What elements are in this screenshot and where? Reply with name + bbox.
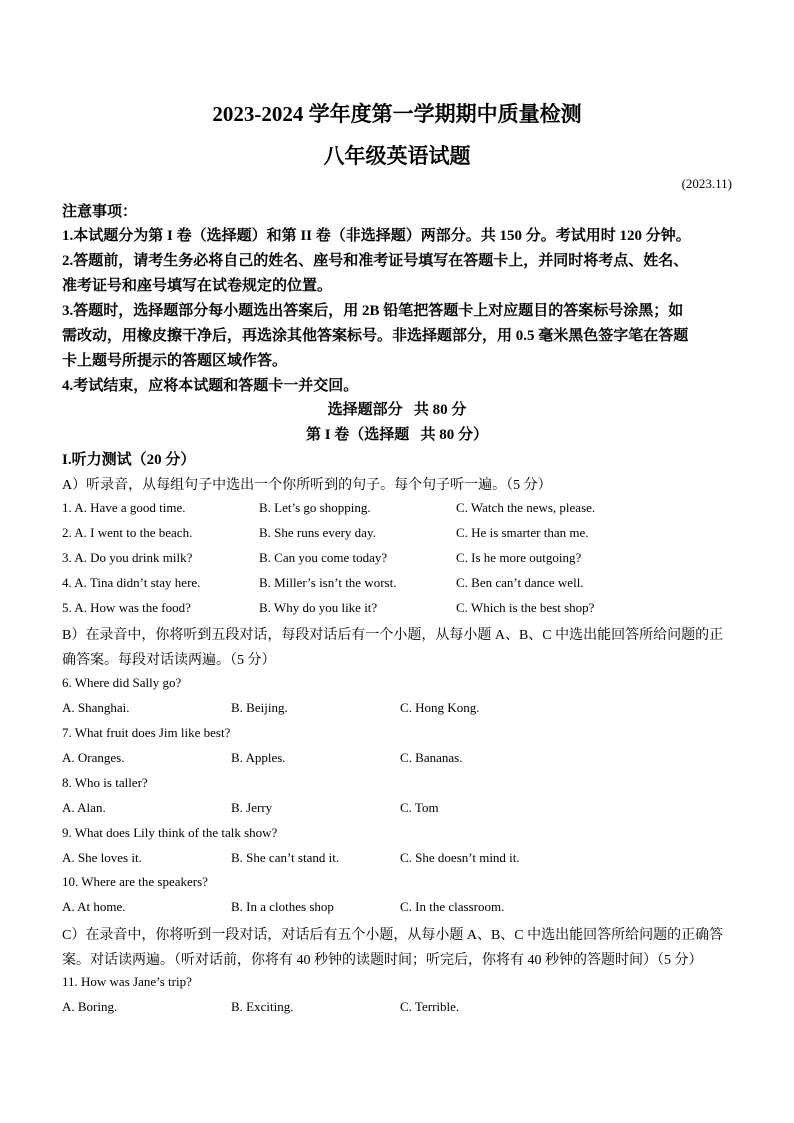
part-b-instruction: 确答案。每段对话读两遍。（5 分） [62, 653, 276, 668]
question-text: 11. How was Jane’s trip? [62, 974, 192, 989]
option-c: C. In the classroom. [400, 899, 505, 914]
question-text: 8. Who is taller? [62, 775, 148, 790]
option-b: B. Jerry [231, 800, 273, 815]
option-c: C. Is he more outgoing? [456, 550, 582, 565]
notes-line: 1.本试题分为第 I 卷（选择题）和第 II 卷（非选择题）两部分。共 150 分。考试用时 120 分钟。 [62, 228, 691, 244]
option-b: B. Let’s go shopping. [259, 500, 371, 515]
notes-line: 2.答题前，请考生务必将自己的姓名、座号和准考证号填写在答题卡上，并同时将考点、姓名、 [62, 253, 689, 269]
option-b: B. Apples. [231, 750, 286, 765]
question-text: 9. What does Lily think of the talk show? [62, 825, 278, 840]
option-c: C. Ben can’t dance well. [456, 575, 584, 590]
option-b: B. Why do you like it? [259, 600, 378, 615]
option-a: 2. A. I went to the beach. [62, 525, 193, 540]
notes-line: 4.考试结束，应将本试题和答题卡一并交回。 [62, 378, 359, 394]
option-c: C. She doesn’t mind it. [400, 850, 520, 865]
exam-title: 2023-2024 学年度第一学期期中质量检测 [212, 102, 582, 126]
part-c-instruction: C）在录音中，你将听到一段对话，对话后有五个小题，从每小题 A、B、C 中选出能回答所给问题的正确答 [62, 928, 724, 943]
part-a-instruction: A）听录音，从每组句子中选出一个你所听到的句子。每个句子听一遍。（5 分） [62, 478, 552, 493]
part-title: 选择题部分 共 80 分 [327, 402, 467, 418]
option-b: B. She can’t stand it. [231, 850, 340, 865]
option-a: 4. A. Tina didn’t stay here. [62, 575, 201, 590]
option-a: A. At home. [62, 899, 126, 914]
option-b: B. Miller’s isn’t the worst. [259, 575, 397, 590]
option-c: C. Terrible. [400, 999, 460, 1014]
part-c-instruction: 案。对话读两遍。（听对话前，你将有 40 秒钟的读题时间；听完后，你将有 40 秒钟的答题时间）（5 分） [62, 953, 703, 968]
option-b: B. Beijing. [231, 700, 288, 715]
option-c: C. Watch the news, please. [456, 500, 596, 515]
exam-subtitle: 八年级英语试题 [323, 144, 471, 168]
option-a: A. Oranges. [62, 750, 125, 765]
option-c: C. Tom [400, 800, 439, 815]
option-b: B. Can you come today? [259, 550, 388, 565]
option-b: B. Exciting. [231, 999, 294, 1014]
option-c: C. Hong Kong. [400, 700, 480, 715]
option-a: A. Alan. [62, 800, 106, 815]
option-c: C. He is smarter than me. [456, 525, 589, 540]
option-a: A. Boring. [62, 999, 118, 1014]
question-text: 10. Where are the speakers? [62, 874, 208, 889]
question-text: 6. Where did Sally go? [62, 675, 182, 690]
exam-date: (2023.11) [681, 176, 732, 191]
option-a: A. Shanghai. [62, 700, 130, 715]
option-b: B. She runs every day. [259, 525, 376, 540]
option-c: C. Bananas. [400, 750, 463, 765]
notes-line: 3.答题时，选择题部分每小题选出答案后，用 2B 铅笔把答题卡上对应题目的答案标号涂黑；如 [62, 303, 684, 319]
option-a: A. She loves it. [62, 850, 142, 865]
notes-line: 卡上题号所提示的答题区域作答。 [62, 353, 288, 369]
part-b-instruction: B）在录音中，你将听到五段对话，每段对话后有一个小题，从每小题 A、B、C 中选出能回答所给问题的正 [62, 628, 724, 643]
notes-heading: 注意事项： [62, 204, 138, 220]
option-a: 3. A. Do you drink milk? [62, 550, 193, 565]
option-c: C. Which is the best shop? [456, 600, 595, 615]
notes-line: 需改动，用橡皮擦干净后，再选涂其他答案标号。非选择题部分，用 0.5 毫米黑色签字笔在答题 [62, 328, 689, 344]
option-b: B. In a clothes shop [231, 899, 334, 914]
notes-line: 准考证号和座号填写在试卷规定的位置。 [62, 278, 333, 294]
volume-title: 第 I 卷（选择题 共 80 分） [305, 427, 489, 443]
listening-title: I.听力测试（20 分） [62, 452, 196, 468]
option-a: 5. A. How was the food? [62, 600, 191, 615]
option-a: 1. A. Have a good time. [62, 500, 186, 515]
question-text: 7. What fruit does Jim like best? [62, 725, 231, 740]
